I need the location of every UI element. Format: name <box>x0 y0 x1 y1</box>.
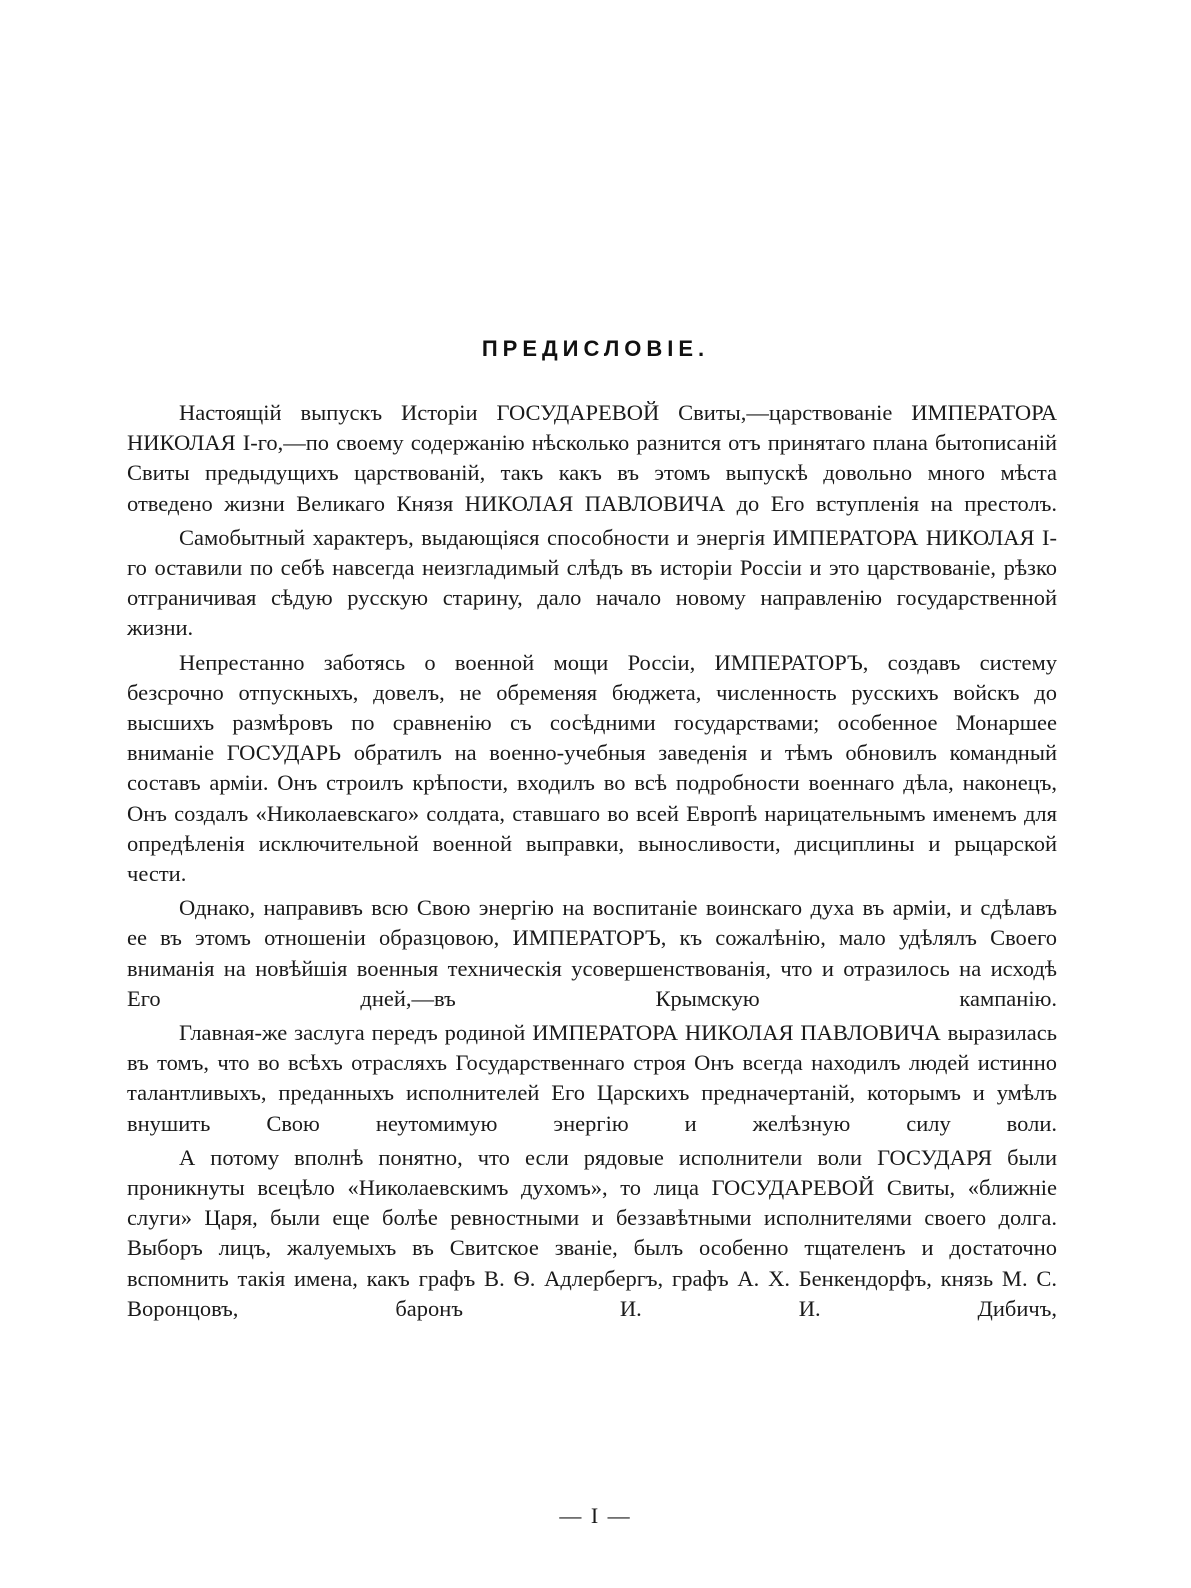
paragraph: Самобытный характеръ, выдающіяся способности и энергія ИМПЕРАТОРА НИКОЛАЯ I-го оставили по себѣ навсегда неизгладимый слѣдъ въ исторіи Россіи и это царствованіе, рѣзко отграничивая сѣдую русскую старину, дало начало новому направленію государственной жизни. <box>127 524 1057 641</box>
paragraph: Однако, направивъ всю Свою энергію на воспитаніе воинскаго духа въ арміи, и сдѣлавъ ее въ этомъ отношеніи образцовою, ИМПЕРАТОРЪ, къ сожалѣнію, мало удѣлялъ Своего вниманія на новѣйшія военныя техническія усовершенствованія, что и отразилось на исходѣ Его дней,—въ Крымскую кампанію. <box>127 895 1057 1011</box>
page-number: — I — <box>559 1503 632 1528</box>
paragraph: Настоящій выпускъ Исторіи ГОСУДАРЕВОЙ Свиты,—царствованіе ИМПЕРАТОРА НИКОЛАЯ I-го,—по своему содержанію нѣсколько разнится отъ принятаго плана бытописаній Свиты предыдущихъ царствованій, такъ какъ въ этомъ выпускѣ довольно много мѣста отведено жизни Великаго Князя НИКОЛАЯ ПАВЛОВИЧА до Его вступленія на престолъ. <box>127 400 1057 516</box>
paragraph: Главная-же заслуга передъ родиной ИМПЕРАТОРА НИКОЛАЯ ПАВЛОВИЧА выразилась въ томъ, что во всѣхъ отрасляхъ Государственнаго строя Онъ всегда находилъ людей истинно талантливыхъ, преданныхъ исполнителей Его Царскихъ предначертаній, которымъ и умѣлъ внушить Свою неутомимую энергію и желѣзную силу воли. <box>127 1020 1057 1136</box>
paragraph: А потому вполнѣ понятно, что если рядовые исполнители воли ГОСУДАРЯ были проникнуты всецѣло «Николаевскимъ духомъ», то лица ГОСУДАРЕВОЙ Свиты, «ближніе слуги» Царя, были еще болѣе ревностными и беззавѣтными исполнителями своего долга. Выборъ лицъ, жалуемыхъ въ Свитское званіе, былъ особенно тщателенъ и достаточно вспомнить такія имена, какъ графъ В. Ѳ. Адлербергъ, графъ А. Х. Бенкендорфъ, князь М. С. Воронцовъ, баронъ И. И. Дибичъ, <box>127 1144 1057 1321</box>
paragraph: Непрестанно заботясь о военной мощи Россіи, ИМПЕРАТОРЪ, создавъ систему безсрочно отпускныхъ, довелъ, не обременяя бюджета, численность русскихъ войскъ до высшихъ размѣровъ по сравненію съ сосѣдними государствами; особенное Монаршее вниманіе ГОСУДАРЬ обратилъ на военно-учебныя заведенія и тѣмъ обновилъ командный составъ арміи. Онъ строилъ крѣпости, входилъ во всѣ подробности военнаго дѣла, наконецъ, Онъ создалъ «Николаевскаго» солдата, ставшаго во всей Европѣ нарицательнымъ именемъ для опредѣленія исключительной военной выправки, выносливости, дисциплины и рыцарской чести. <box>127 649 1057 887</box>
page-title: ПРЕДИСЛОВІЕ. <box>481 336 710 361</box>
preface-body <box>127 398 1057 1328</box>
